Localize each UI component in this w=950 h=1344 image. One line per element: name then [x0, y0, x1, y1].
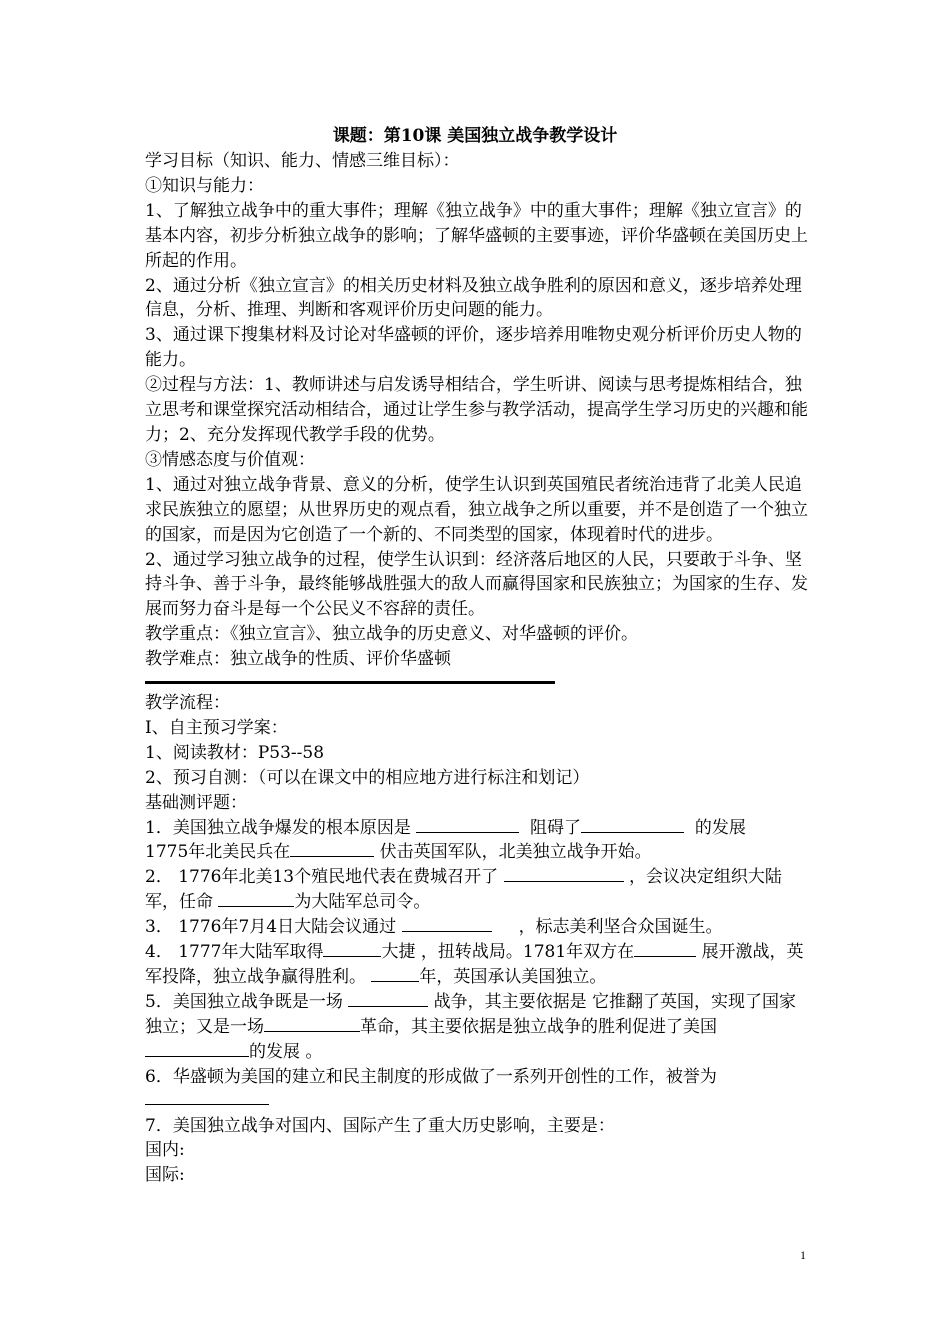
emotion-item-1: 1、通过对独立战争背景、意义的分析，使学生认识到英国殖民者统治违背了北美人民追求民族独立的愿望；从世界历史的观点看，独立战争之所以重要，并不是创造了一个独立的国家，而是因为它创造了一个新的、不同类型的国家，体现着时代的进步。	[145, 474, 808, 545]
preview-reading: 1、阅读教材：P53--58	[145, 742, 325, 763]
flow-heading: 教学流程：	[145, 693, 230, 714]
question-3: 3． 1776年7月4日大陆会议通过 ，标志美利坚合众国诞生。	[145, 917, 723, 938]
answer-blank[interactable]	[218, 891, 294, 907]
answer-blank[interactable]	[348, 991, 428, 1007]
domestic-label: 国内:	[145, 1140, 185, 1161]
key-points: 教学重点：《独立宣言》、独立战争的历史意义、对华盛顿的评价。	[145, 624, 638, 645]
objective-item-1: 1、了解独立战争中的重大事件；理解《独立战争》中的重大事件；理解《独立宣言》的基本内容，初步分析独立战争的影响；了解华盛顿的主要事迹，评价华盛顿在美国历史上所起的作用。	[145, 200, 808, 271]
answer-blank[interactable]	[290, 841, 374, 857]
question-4: 4． 1777年大陆军取得 大捷 ，扭转战局。1781年双方在 展开激战，英军投降，独立战争赢得胜利。 年，英国承认美国独立。	[145, 942, 804, 987]
answer-blank[interactable]	[416, 817, 519, 833]
question-1: 1．美国独立战争爆发的根本原因是 阻碍了 的发展 1775年北美民兵在 伏击英国军队，北美独立战争开始。	[145, 817, 746, 863]
emotion-value-heading: ③情感态度与价值观：	[145, 449, 315, 470]
knowledge-ability-heading: ①知识与能力：	[145, 175, 264, 196]
document-body	[145, 149, 813, 1188]
answer-blank[interactable]	[504, 866, 624, 882]
objective-item-3: 3、通过课下搜集材料及讨论对华盛顿的评价，逐步培养用唯物史观分析评价历史人物的能力。	[145, 325, 802, 371]
emotion-item-2: 2、通过学习独立战争的过程，使学生认识到：经济落后地区的人民，只要敢于斗争、坚持斗争、善于斗争，最终能够战胜强大的敌人而赢得国家和民族独立；为国家的生存、发展而努力奋斗是每一个公民义不容辞的责任。	[145, 549, 808, 620]
international-label: 国际:	[145, 1165, 185, 1186]
preview-selftest: 2、预习自测：（可以在课文中的相应地方进行标注和划记）	[145, 767, 590, 788]
preview-heading: Ⅰ、自主预习学案：	[145, 717, 288, 738]
basic-test-heading: 基础测评题：	[145, 792, 247, 813]
answer-blank[interactable]	[634, 941, 696, 957]
document-title: 课题：第10课 美国独立战争教学设计	[332, 126, 618, 146]
objective-item-2: 2、通过分析《独立宣言》的相关历史材料及独立战争胜利的原因和意义，逐步培养处理信息，分析、推理、判断和客观评价历史问题的能力。	[145, 275, 802, 321]
section-divider	[145, 681, 555, 684]
answer-blank[interactable]	[145, 1041, 249, 1057]
answer-blank[interactable]	[371, 966, 419, 982]
answer-blank[interactable]	[402, 916, 492, 932]
answer-blank[interactable]	[264, 1016, 360, 1032]
answer-blank-line[interactable]	[145, 1104, 269, 1105]
difficulties: 教学难点：独立战争的性质、评价华盛顿	[145, 649, 451, 670]
answer-blank[interactable]	[323, 941, 381, 957]
question-6: 6．华盛顿为美国的建立和民主制度的形成做了一系列开创性的工作，被誉为	[145, 1066, 717, 1087]
process-method-paragraph: ②过程与方法：1、教师讲述与启发诱导相结合，学生听讲、阅读与思考提炼相结合，独立思考和课堂探究活动相结合，通过让学生参与教学活动，提高学生学习历史的兴趣和能力；2、充分发挥现代教学手段的优势。	[145, 375, 808, 445]
question-7: 7．美国独立战争对国内、国际产生了重大历史影响，主要是：	[145, 1115, 615, 1136]
question-2: 2． 1776年北美13个殖民地代表在费城召开了 ，会议决定组织大陆军，任命 为大陆军总司令。	[145, 867, 782, 913]
question-5: 5．美国独立战争既是一场 战争，其主要依据是 它推翻了英国，实现了国家独立；又是一场 革命，其主要依据是独立战争的胜利促进了美国的发展 。	[145, 991, 797, 1062]
page-number: 1	[800, 1248, 806, 1262]
objectives-heading: 学习目标（知识、能力、情感三维目标）：	[145, 151, 460, 171]
answer-blank[interactable]	[581, 817, 684, 833]
